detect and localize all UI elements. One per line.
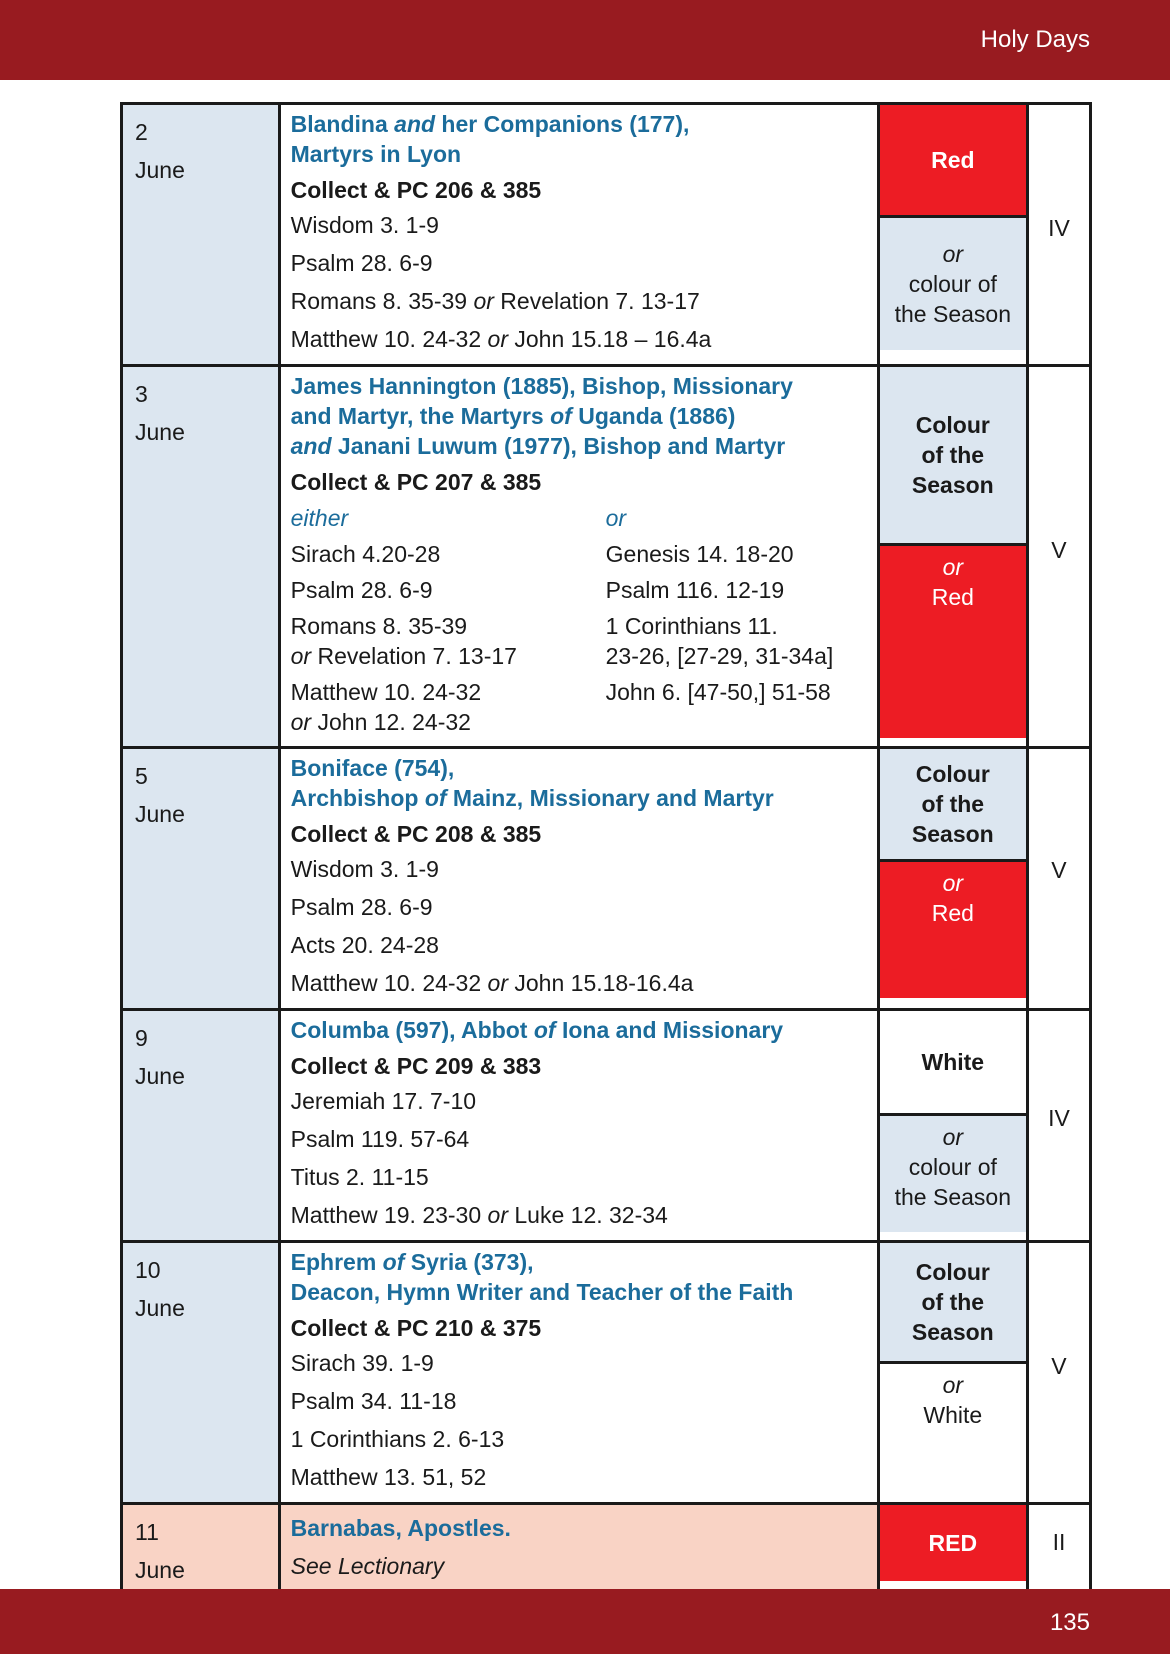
rank-cell	[1027, 1504, 1090, 1593]
table-row	[122, 104, 1091, 366]
rank-cell	[1027, 104, 1090, 366]
page-number: 135	[1049, 1609, 1090, 1636]
reading: Psalm 28. 6-9	[290, 577, 433, 603]
rank-cell	[1027, 748, 1090, 1010]
colour-primary: Red	[880, 105, 1026, 215]
rank-value: IV	[1048, 1105, 1070, 1131]
lectionary-note: See Lectionary	[290, 1553, 445, 1579]
collect-ref: Collect & PC 207 & 385	[290, 469, 542, 495]
reading: Matthew 19. 23-30 or Luke 12. 32-34	[290, 1202, 668, 1228]
or-column	[606, 500, 867, 740]
reading: 1 Corinthians 11. 23-26, [27-29, 31-34a]	[605, 613, 834, 669]
rank-value: II	[1052, 1529, 1066, 1555]
reading: John 6. [47-50,] 51-58	[605, 679, 831, 705]
observance-title: James Hannington (1885), Bishop, Missionary and Martyr, the Martyrs of Uganda (1886) and Janani Luwum (1977), Bishop and Martyr	[290, 373, 793, 459]
rank-value: V	[1051, 857, 1067, 883]
colour-primary: Colour of the Season	[880, 367, 1026, 543]
colour-alternative: or Red	[880, 859, 1026, 998]
rank-cell	[1027, 1010, 1090, 1242]
header-band	[0, 0, 1170, 80]
day: 2	[135, 119, 148, 145]
table-row	[122, 1242, 1091, 1504]
either-column	[291, 500, 606, 740]
reading: Wisdom 3. 1-9	[290, 856, 439, 882]
day: 5	[135, 763, 148, 789]
observance-title: Boniface (754), Archbishop of Mainz, Missionary and Martyr	[290, 755, 774, 811]
footer-band	[0, 1589, 1170, 1654]
either-label: either	[290, 505, 349, 531]
reading: Sirach 4.20-28	[290, 541, 441, 567]
month: June	[135, 419, 185, 445]
reading: Psalm 34. 11-18	[290, 1388, 457, 1414]
day: 9	[135, 1025, 148, 1051]
liturgical-colour-cell	[878, 1242, 1027, 1504]
rank-value: V	[1051, 1353, 1067, 1379]
reading: 1 Corinthians 2. 6-13	[290, 1426, 505, 1452]
colour-alternative: or colour of the Season	[880, 215, 1026, 350]
day: 10	[135, 1257, 161, 1283]
holy-days-table	[120, 102, 1092, 1594]
reading: Psalm 28. 6-9	[290, 894, 433, 920]
observance-title: Columba (597), Abbot of Iona and Missionary	[290, 1017, 784, 1043]
reading: Jeremiah 17. 7-10	[290, 1088, 477, 1114]
reading: Genesis 14. 18-20	[605, 541, 794, 567]
rank-cell	[1027, 1242, 1090, 1504]
colour-primary: Colour of the Season	[880, 1243, 1026, 1361]
header-title: Holy Days	[980, 26, 1090, 53]
reading: Romans 8. 35-39 or Revelation 7. 13-17	[290, 288, 700, 314]
reading: Matthew 10. 24-32 or John 15.18-16.4a	[290, 970, 694, 996]
month: June	[135, 1295, 185, 1321]
observance-title: Barnabas, Apostles.	[290, 1515, 511, 1541]
liturgical-colour-cell	[878, 1010, 1027, 1242]
rank-value: V	[1051, 537, 1067, 563]
reading: Matthew 13. 51, 52	[290, 1464, 487, 1490]
colour-alternative: or White	[880, 1361, 1026, 1494]
date-cell	[122, 1504, 280, 1593]
reading: Wisdom 3. 1-9	[290, 212, 439, 238]
rank-cell	[1027, 366, 1090, 748]
month: June	[135, 1063, 185, 1089]
reading: Psalm 119. 57-64	[290, 1126, 470, 1152]
table-row	[122, 748, 1091, 1010]
month: June	[135, 801, 185, 827]
observance-cell	[279, 1504, 878, 1593]
date-cell	[122, 104, 280, 366]
table-row	[122, 1504, 1091, 1593]
liturgical-colour-cell	[878, 748, 1027, 1010]
liturgical-colour-cell	[878, 104, 1027, 366]
month: June	[135, 157, 185, 183]
observance-title: Blandina and her Companions (177), Martyrs in Lyon	[290, 111, 690, 167]
date-cell	[122, 1010, 280, 1242]
collect-ref: Collect & PC 206 & 385	[290, 177, 542, 203]
collect-ref: Collect & PC 208 & 385	[290, 821, 542, 847]
colour-primary: Colour of the Season	[880, 749, 1026, 859]
reading: Psalm 116. 12-19	[605, 577, 785, 603]
date-cell	[122, 748, 280, 1010]
table-row	[122, 366, 1091, 748]
collect-ref: Collect & PC 209 & 383	[290, 1053, 542, 1079]
observance-title: Ephrem of Syria (373), Deacon, Hymn Writer and Teacher of the Faith	[290, 1249, 794, 1305]
reading: Sirach 39. 1-9	[290, 1350, 434, 1376]
liturgical-colour-cell	[878, 366, 1027, 748]
reading: Romans 8. 35-39 or Revelation 7. 13-17	[290, 613, 517, 669]
reading: Titus 2. 11-15	[290, 1164, 429, 1190]
observance-cell	[279, 104, 878, 366]
table-row	[122, 1010, 1091, 1242]
month: June	[135, 1557, 185, 1583]
observance-cell	[279, 1010, 878, 1242]
observance-cell	[279, 1242, 878, 1504]
reading: Acts 20. 24-28	[290, 932, 439, 958]
colour-alternative: or Red	[880, 543, 1026, 738]
date-cell	[122, 1242, 280, 1504]
or-label: or	[605, 505, 627, 531]
collect-ref: Collect & PC 210 & 375	[290, 1315, 542, 1341]
date-cell	[122, 366, 280, 748]
day: 11	[135, 1519, 159, 1545]
observance-cell	[279, 366, 878, 748]
liturgical-colour-cell	[878, 1504, 1027, 1593]
reading: Psalm 28. 6-9	[290, 250, 433, 276]
reading: Matthew 10. 24-32 or John 12. 24-32	[290, 679, 482, 735]
reading: Matthew 10. 24-32 or John 15.18 – 16.4a	[290, 326, 712, 352]
colour-alternative: or colour of the Season	[880, 1113, 1026, 1232]
reading-options	[291, 500, 867, 740]
day: 3	[135, 381, 148, 407]
rank-value: IV	[1048, 215, 1070, 241]
observance-cell	[279, 748, 878, 1010]
colour-primary: White	[880, 1011, 1026, 1113]
colour-primary: RED	[880, 1505, 1026, 1581]
